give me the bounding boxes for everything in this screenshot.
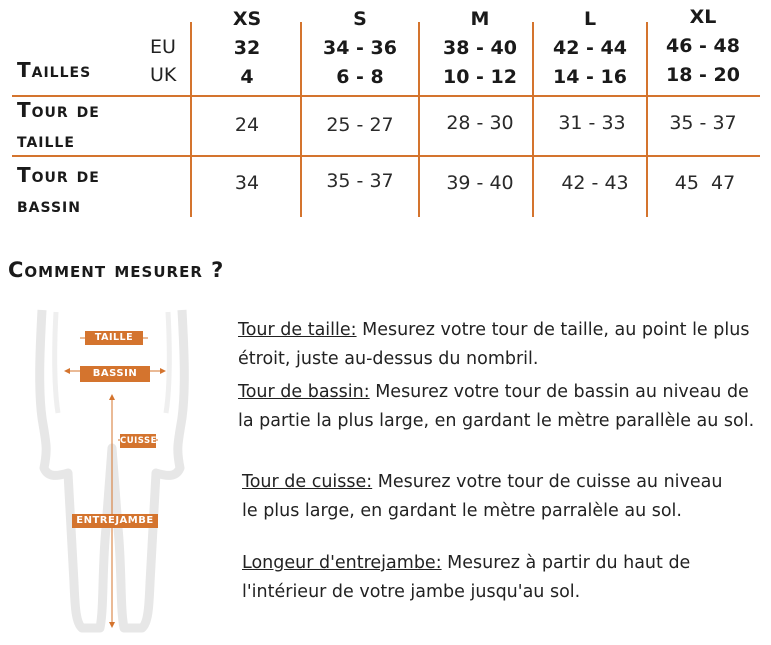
hip-value: 39 - 40: [446, 172, 514, 194]
uk-xs: 4: [240, 66, 254, 88]
size-xs: XS: [232, 8, 262, 30]
table-divider: [12, 95, 760, 97]
eu-m: 38 - 40: [443, 37, 517, 59]
table-divider: [12, 155, 760, 157]
body-outline-svg: [30, 308, 200, 633]
hip-value: 34: [234, 172, 260, 194]
table-divider: [418, 22, 420, 217]
instruction-text: Mesurez votre tour de bassin au niveau de la partie la plus large, en gardant le mètre parallèle au sol.: [238, 382, 755, 431]
uk-xl: 18 - 20: [666, 64, 740, 86]
row-label-waist: [17, 95, 100, 155]
body-silhouette: [30, 308, 200, 633]
hip-value: 42 - 43: [561, 172, 629, 194]
size-s: S: [353, 8, 367, 30]
eu-xl: 46 - 48: [666, 35, 740, 57]
instruction-hip: [238, 378, 763, 436]
size-l: L: [583, 8, 597, 30]
instruction-inseam: [242, 549, 767, 607]
instruction-thigh: [242, 468, 742, 526]
waist-tag: TAILLE: [85, 331, 143, 345]
hip-tag: BASSIN: [80, 366, 150, 382]
waist-value: 25 - 27: [326, 114, 394, 136]
row-label-line: Tour de: [17, 98, 100, 122]
inseam-tag: ENTREJAMBE: [72, 514, 158, 528]
eu-l: 42 - 44: [553, 37, 627, 59]
uk-label: UK: [150, 64, 177, 86]
instruction-term: Tour de bassin:: [238, 382, 370, 402]
hip-value: 45 47: [674, 172, 736, 194]
row-label-hip: [17, 160, 100, 220]
waist-value: 24: [234, 114, 260, 136]
uk-s: 6 - 8: [336, 66, 384, 88]
instruction-term: Tour de taille:: [238, 320, 357, 340]
section-title: Comment mesurer ?: [8, 258, 225, 282]
waist-value: 28 - 30: [446, 112, 514, 134]
uk-m: 10 - 12: [443, 66, 517, 88]
uk-l: 14 - 16: [553, 66, 627, 88]
row-label-line: bassin: [17, 193, 81, 217]
hip-value: 35 - 37: [326, 170, 394, 192]
size-xl: XL: [689, 6, 717, 28]
waist-value: 31 - 33: [558, 112, 626, 134]
instruction-waist: [238, 316, 763, 374]
eu-label: EU: [150, 36, 176, 58]
thigh-tag: CUISSE: [120, 436, 157, 446]
instruction-text: Mesurez à partir du haut de l'intérieur de votre jambe jusqu'au sol.: [242, 553, 691, 602]
waist-value: 35 - 37: [669, 112, 737, 134]
instruction-text: Mesurez votre tour de cuisse au niveau le plus large, en gardant le mètre parralèle au sol.: [242, 472, 723, 521]
sizes-header: Tailles: [17, 58, 92, 82]
instruction-text: Mesurez votre tour de taille, au point le plus étroit, juste au-dessus du nombril.: [238, 320, 750, 369]
row-label-line: Tour de: [17, 163, 100, 187]
row-label-line: taille: [17, 128, 75, 152]
instruction-term: Longeur d'entrejambe:: [242, 553, 442, 573]
size-m: M: [470, 8, 490, 30]
eu-xs: 32: [233, 37, 261, 59]
instruction-term: Tour de cuisse:: [242, 472, 373, 492]
eu-s: 34 - 36: [323, 37, 397, 59]
